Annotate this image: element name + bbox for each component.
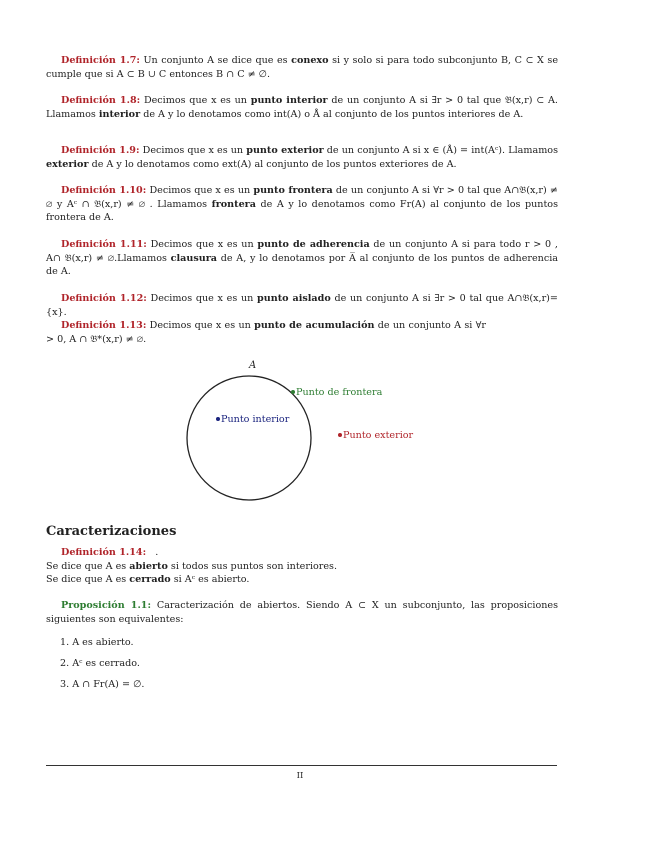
proposition-text: Caracterización de abiertos. Siendo A ⊂ X un subconjunto, las proposiciones siguientes son equivalentes: <box>46 600 558 625</box>
page-number: II <box>296 771 304 781</box>
definition-text: de A y lo denotamos como Fr(A) al conjunto de los puntos frontera de A. <box>46 198 558 224</box>
definition-text: de un conjunto A si ∀r > 0 tal que A∩𝔅(x,r) ≠ ∅ y Aᶜ ∩ 𝔅(x,r) ≠ ∅ . Llamamos <box>46 185 558 210</box>
definition-term: clausura <box>170 252 217 264</box>
definition-text: Se dice que A es <box>46 560 130 572</box>
interior-point <box>216 417 220 421</box>
definition-text: de A y lo denotamos como int(A) o Å al conjunto de los puntos interiores de A. <box>140 108 524 120</box>
definition-term: conexo <box>291 55 329 66</box>
proposition-label: Proposición 1.1: <box>61 600 152 611</box>
exterior-point-label: Punto exterior <box>343 430 414 441</box>
boundary-point-label: Punto de frontera <box>296 387 383 398</box>
definition-text: si Aᶜ es abierto. <box>170 574 250 586</box>
definition-term: punto de adherencia <box>257 239 370 250</box>
definition-text: de un conjunto A si para todo r > 0 , A∩ 𝔅(x,r) ≠ ∅.Llamamos <box>46 239 558 264</box>
definition-text: de un conjunto A si x ∈ (Å) = int(Aᶜ). Llamamos <box>323 145 558 156</box>
definition-text: Decimos que x es un <box>150 293 258 304</box>
definition-1-11 <box>46 238 558 279</box>
definition-term: punto aislado <box>257 293 331 304</box>
definition-1-9 <box>46 144 558 171</box>
definition-label: Definición 1.11: <box>61 239 147 250</box>
list-item: 1. A es abierto. <box>60 637 134 648</box>
definition-term: punto interior <box>250 95 328 106</box>
definition-term: cerrado <box>129 574 171 586</box>
definition-1-12 <box>46 292 558 319</box>
definition-text: Se dice que A es <box>46 574 130 586</box>
definition-term: exterior <box>46 158 89 170</box>
definition-1-13 <box>46 319 486 346</box>
definition-term: punto frontera <box>253 185 333 196</box>
definition-text: si y solo si para todo subconjunto B, C ⊂ X se cumple que si A ⊂ B ∪ C entonces B ∩ C ≠ ∅. <box>46 55 558 80</box>
definition-text: Un conjunto A se dice que es <box>143 55 292 66</box>
definition-label: Definición 1.13: <box>61 320 147 331</box>
definition-label: Definición 1.10: <box>61 185 147 196</box>
definition-label: Definición 1.12: <box>61 293 147 304</box>
definition-text: de A y lo denotamos como ext(A) al conjunto de los puntos exteriores de A. <box>88 158 457 170</box>
definition-text: Decimos que x es un <box>149 320 255 331</box>
definition-dot: . <box>155 547 159 558</box>
definition-1-10 <box>46 184 558 225</box>
definition-text: Decimos que x es un <box>143 95 251 106</box>
definition-1-8 <box>46 94 558 121</box>
definition-text: Decimos que x es un <box>150 239 258 250</box>
definition-text: de un conjunto A si ∀r > 0, A ∩ 𝔅*(x,r) ≠ ∅. <box>46 320 486 345</box>
definition-1-14 <box>46 546 558 587</box>
definition-term: punto de acumulación <box>254 320 375 331</box>
set-diagram <box>170 355 450 505</box>
boundary-point <box>291 390 295 394</box>
definition-text: si todos sus puntos son interiores. <box>167 560 338 572</box>
list-item: 2. Aᶜ es cerrado. <box>60 658 140 669</box>
definition-label: Definición 1.9: <box>61 145 140 156</box>
definition-term: abierto <box>129 560 168 572</box>
footer-rule <box>46 765 557 766</box>
list-item: 3. A ∩ Fr(A) = ∅. <box>60 679 145 690</box>
proposition-1-1 <box>46 599 558 626</box>
set-label: A <box>249 360 257 371</box>
definition-term: frontera <box>211 198 256 210</box>
definition-1-7 <box>46 54 558 81</box>
definition-text: de A, y lo denotamos por A̅ al conjunto de los puntos de adherencia de A. <box>46 252 558 278</box>
section-title: Caracterizaciones <box>46 524 177 539</box>
definition-label: Definición 1.8: <box>61 95 141 106</box>
definition-text: Decimos que x es un <box>142 145 247 156</box>
definition-text: de un conjunto A si ∃r > 0 tal que 𝔅(x,r) ⊂ A. Llamamos <box>46 95 558 120</box>
definition-label: Definición 1.7: <box>61 55 140 66</box>
definition-term: interior <box>98 108 141 120</box>
definition-label: Definición 1.14: <box>61 547 147 558</box>
definition-text: Decimos que x es un <box>149 185 254 196</box>
set-boundary-circle <box>187 376 311 500</box>
definition-text: de un conjunto A si ∃r > 0 tal que A∩𝔅(x,r)={x}. <box>46 293 558 318</box>
exterior-point <box>338 433 342 437</box>
definition-term: punto exterior <box>246 145 324 156</box>
interior-point-label: Punto interior <box>221 414 290 425</box>
